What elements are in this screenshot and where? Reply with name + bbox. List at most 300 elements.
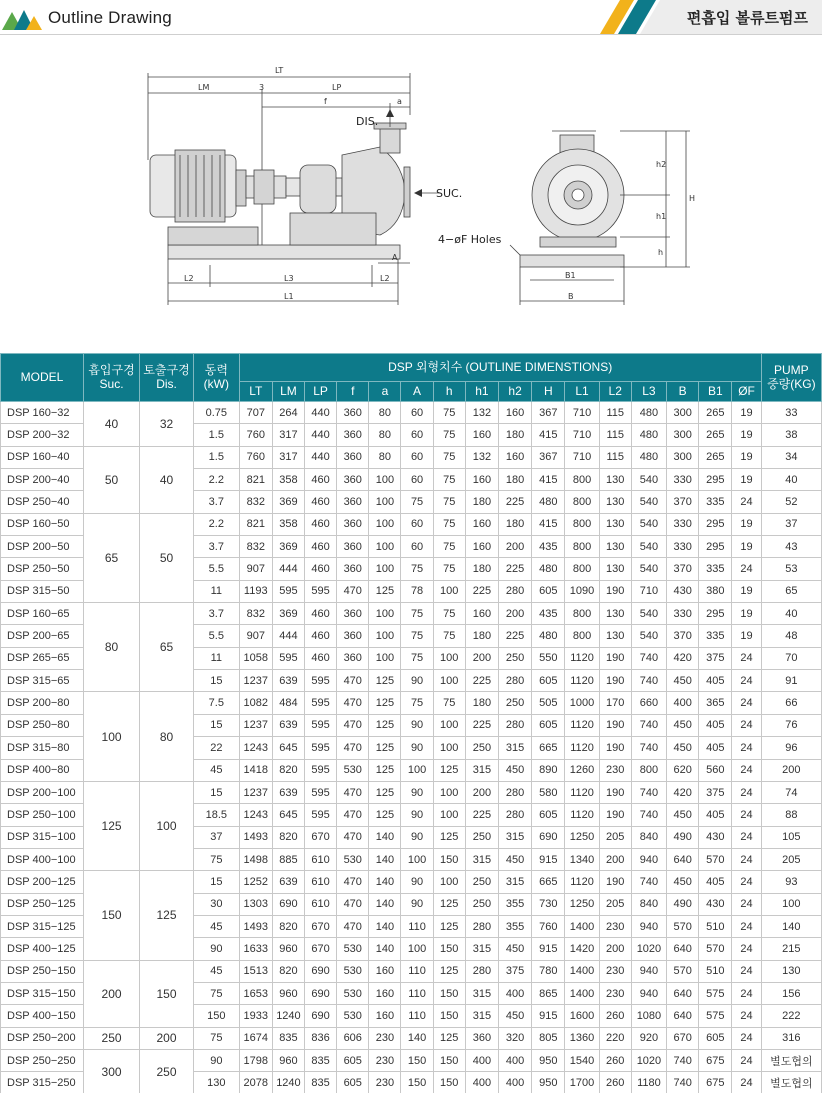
dim-cell: 1513 (239, 960, 272, 982)
dim-cell: 160 (465, 424, 498, 446)
suc-cell: 50 (84, 446, 140, 513)
dim-cell: 360 (337, 402, 369, 424)
dim-cell: 335 (699, 625, 732, 647)
dim-cell: 100 (433, 647, 465, 669)
dim-cell: 470 (337, 804, 369, 826)
weight-cell: 별도협의 (761, 1072, 821, 1093)
table-row (1, 446, 822, 468)
dim-cell: 375 (699, 647, 732, 669)
dim-cell: 1400 (565, 982, 599, 1004)
dim-cell: 355 (499, 915, 532, 937)
dim-cell: 230 (369, 1049, 401, 1071)
dim-cell: 80 (369, 446, 401, 468)
dim-cell: 960 (272, 1049, 304, 1071)
dim-cell: 1653 (239, 982, 272, 1004)
dim-cell: 225 (465, 670, 498, 692)
dim-cell: 1340 (565, 848, 599, 870)
dim-cell: 1243 (239, 737, 272, 759)
dim-H: H (689, 194, 696, 203)
dim-cell: 640 (667, 1005, 699, 1027)
dim-cell: 190 (599, 714, 631, 736)
dim-cell: 760 (239, 424, 272, 446)
dim-cell: 640 (667, 982, 699, 1004)
dim-cell: 180 (465, 625, 498, 647)
dim-cell: 1120 (565, 871, 599, 893)
dim-cell: 335 (699, 558, 732, 580)
dim-cell: 24 (732, 826, 761, 848)
dim-cell: 100 (433, 714, 465, 736)
head-suc: 흡입구경 Suc. (84, 354, 140, 402)
dim-cell: 265 (699, 424, 732, 446)
dim-cell: 190 (599, 871, 631, 893)
dim-cell: 690 (305, 1005, 337, 1027)
dim-cell: 1260 (565, 759, 599, 781)
dim-cell: 230 (599, 759, 631, 781)
model-cell: DSP 200−100 (1, 781, 84, 803)
dim-h1: h1 (656, 212, 667, 221)
dim-cell: 1090 (565, 580, 599, 602)
dim-cell: 1493 (239, 826, 272, 848)
weight-cell: 205 (761, 848, 821, 870)
dim-cell: 250 (465, 871, 498, 893)
weight-cell: 130 (761, 960, 821, 982)
dim-cell: 540 (631, 513, 666, 535)
dim-cell: 100 (433, 871, 465, 893)
dim-cell: 264 (272, 402, 304, 424)
dim-cell: 605 (532, 580, 565, 602)
dim-cell: 75 (433, 469, 465, 491)
model-cell: DSP 200−32 (1, 424, 84, 446)
dim-cell: 160 (369, 960, 401, 982)
dim-cell: 840 (631, 893, 666, 915)
dim-cell: 230 (369, 1072, 401, 1093)
dim-cell: 450 (499, 848, 532, 870)
dim-cell: 480 (631, 424, 666, 446)
dim-cell: 415 (532, 424, 565, 446)
dim-cell: 530 (337, 960, 369, 982)
dim-cell: 470 (337, 781, 369, 803)
dim-cell: 800 (565, 469, 599, 491)
dim-cell: 78 (401, 580, 433, 602)
dim-cell: 360 (337, 603, 369, 625)
dim-cell: 225 (499, 558, 532, 580)
dim-cell: 24 (732, 938, 761, 960)
dim-cell: 75 (433, 692, 465, 714)
dim-cell: 250 (499, 647, 532, 669)
dim-cell: 360 (337, 424, 369, 446)
dim-cell: 380 (699, 580, 732, 602)
dim-cell: 19 (732, 446, 761, 468)
model-cell: DSP 200−65 (1, 625, 84, 647)
dim-cell: 940 (631, 848, 666, 870)
dim-b: B (568, 292, 574, 301)
dim-cell: 360 (337, 513, 369, 535)
dim-cell: 405 (699, 737, 732, 759)
dim-cell: 470 (337, 915, 369, 937)
dim-cell: 1120 (565, 647, 599, 669)
dim-cell: 130 (599, 625, 631, 647)
dim-cell: 420 (667, 647, 699, 669)
dim-cell: 470 (337, 670, 369, 692)
dim-cell: 24 (732, 670, 761, 692)
dim-cell: 280 (465, 915, 498, 937)
suc-cell: 100 (84, 692, 140, 781)
head-col-3: f (337, 382, 369, 402)
dim-cell: 360 (337, 446, 369, 468)
dim-cell: 444 (272, 558, 304, 580)
dim-cell: 150 (401, 1049, 433, 1071)
dim-cell: 19 (732, 424, 761, 446)
power-cell: 22 (194, 737, 240, 759)
dim-cell: 100 (433, 670, 465, 692)
dim-cell: 575 (699, 1005, 732, 1027)
dim-cell: 130 (599, 558, 631, 580)
dim-cell: 90 (401, 714, 433, 736)
dim-cell: 125 (433, 1027, 465, 1049)
dim-cell: 605 (337, 1049, 369, 1071)
table-row (1, 402, 822, 424)
weight-cell: 222 (761, 1005, 821, 1027)
triangle-logo-icon (0, 0, 44, 36)
dim-cell: 835 (305, 1049, 337, 1071)
dim-f: f (324, 97, 327, 106)
dim-cell: 430 (667, 580, 699, 602)
dim-cell: 100 (369, 625, 401, 647)
weight-cell: 156 (761, 982, 821, 1004)
suc-cell: 150 (84, 871, 140, 960)
dim-cell: 75 (433, 424, 465, 446)
dim-cell: 820 (272, 915, 304, 937)
dim-cell: 405 (699, 670, 732, 692)
dim-cell: 890 (532, 759, 565, 781)
weight-cell: 93 (761, 871, 821, 893)
dim-cell: 19 (732, 536, 761, 558)
dim-cell: 1120 (565, 670, 599, 692)
dim-cell: 140 (369, 915, 401, 937)
power-cell: 15 (194, 670, 240, 692)
weight-cell: 66 (761, 692, 821, 714)
dim-cell: 150 (433, 1005, 465, 1027)
dim-cell: 19 (732, 469, 761, 491)
dim-cell: 315 (499, 826, 532, 848)
dim-cell: 505 (532, 692, 565, 714)
power-cell: 0.75 (194, 402, 240, 424)
dim-cell: 1020 (631, 938, 666, 960)
dim-cell: 280 (499, 670, 532, 692)
power-cell: 15 (194, 714, 240, 736)
dis-cell: 100 (140, 781, 194, 870)
dim-cell: 100 (369, 647, 401, 669)
dim-b1: B1 (565, 271, 576, 280)
dim-cell: 760 (239, 446, 272, 468)
model-cell: DSP 200−125 (1, 871, 84, 893)
dim-cell: 180 (499, 469, 532, 491)
model-cell: DSP 265−65 (1, 647, 84, 669)
power-cell: 37 (194, 826, 240, 848)
model-cell: DSP 250−40 (1, 491, 84, 513)
dim-cell: 24 (732, 1049, 761, 1071)
power-cell: 15 (194, 781, 240, 803)
dim-cell: 370 (667, 558, 699, 580)
dim-cell: 75 (433, 558, 465, 580)
dim-cell: 140 (369, 871, 401, 893)
model-cell: DSP 315−250 (1, 1072, 84, 1093)
dim-cell: 375 (499, 960, 532, 982)
dim-cell: 24 (732, 692, 761, 714)
power-cell: 7.5 (194, 692, 240, 714)
dim-cell: 530 (337, 982, 369, 1004)
weight-cell: 34 (761, 446, 821, 468)
dim-cell: 440 (305, 424, 337, 446)
dim-cell: 24 (732, 960, 761, 982)
power-cell: 18.5 (194, 804, 240, 826)
dim-cell: 225 (499, 491, 532, 513)
weight-cell: 74 (761, 781, 821, 803)
dim-cell: 280 (499, 781, 532, 803)
dim-cell: 740 (631, 670, 666, 692)
dim-cell: 730 (532, 893, 565, 915)
dim-cell: 125 (433, 960, 465, 982)
dim-cell: 230 (599, 960, 631, 982)
dim-cell: 1082 (239, 692, 272, 714)
dim-cell: 605 (532, 804, 565, 826)
dim-cell: 660 (631, 692, 666, 714)
dim-cell: 605 (337, 1072, 369, 1093)
dim-cell: 440 (305, 402, 337, 424)
dim-cell: 80 (369, 424, 401, 446)
dim-cell: 865 (532, 982, 565, 1004)
weight-cell: 88 (761, 804, 821, 826)
table-row (1, 1027, 822, 1049)
dim-cell: 920 (631, 1027, 666, 1049)
dim-cell: 1633 (239, 938, 272, 960)
weight-cell: 48 (761, 625, 821, 647)
dim-cell: 821 (239, 469, 272, 491)
dim-cell: 805 (532, 1027, 565, 1049)
dim-cell: 1020 (631, 1049, 666, 1071)
dim-cell: 320 (499, 1027, 532, 1049)
power-cell: 45 (194, 960, 240, 982)
dim-cell: 358 (272, 469, 304, 491)
dim-cell: 360 (337, 558, 369, 580)
dim-cell: 100 (433, 781, 465, 803)
dim-cell: 205 (599, 826, 631, 848)
dim-cell: 100 (433, 737, 465, 759)
dim-cell: 832 (239, 536, 272, 558)
model-cell: DSP 315−65 (1, 670, 84, 692)
dim-cell: 639 (272, 670, 304, 692)
table-row (1, 1049, 822, 1071)
dim-cell: 510 (699, 915, 732, 937)
dim-cell: 100 (401, 759, 433, 781)
model-cell: DSP 160−40 (1, 446, 84, 468)
dim-cell: 907 (239, 558, 272, 580)
dim-cell: 150 (433, 938, 465, 960)
dim-cell: 400 (499, 1072, 532, 1093)
dim-cell: 60 (401, 513, 433, 535)
dim-cell: 75 (433, 491, 465, 513)
power-cell: 45 (194, 915, 240, 937)
dim-lm: LM (198, 83, 210, 92)
dim-cell: 460 (305, 469, 337, 491)
dim-cell: 369 (272, 491, 304, 513)
dim-cell: 80 (369, 402, 401, 424)
table-row (1, 960, 822, 982)
dim-cell: 1674 (239, 1027, 272, 1049)
dim-cell: 710 (631, 580, 666, 602)
head-dis: 토출구경 Dis. (140, 354, 194, 402)
dim-cell: 75 (433, 625, 465, 647)
power-cell: 90 (194, 938, 240, 960)
suc-cell: 80 (84, 603, 140, 692)
dim-cell: 675 (699, 1049, 732, 1071)
dim-cell: 670 (667, 1027, 699, 1049)
dim-cell: 100 (369, 536, 401, 558)
dim-cell: 250 (465, 826, 498, 848)
dim-cell: 470 (337, 580, 369, 602)
dim-cell: 800 (565, 491, 599, 513)
dim-cell: 1120 (565, 737, 599, 759)
dim-cell: 130 (599, 469, 631, 491)
dim-cell: 605 (532, 670, 565, 692)
dim-cell: 1193 (239, 580, 272, 602)
dim-cell: 480 (631, 446, 666, 468)
dim-cell: 570 (667, 960, 699, 982)
weight-cell: 96 (761, 737, 821, 759)
dim-cell: 595 (305, 781, 337, 803)
dim-cell: 610 (305, 848, 337, 870)
dim-cell: 115 (599, 402, 631, 424)
dim-cell: 230 (599, 915, 631, 937)
dis-cell: 40 (140, 446, 194, 513)
model-cell: DSP 160−32 (1, 402, 84, 424)
dim-cell: 160 (499, 402, 532, 424)
dim-cell: 415 (532, 513, 565, 535)
dim-cell: 450 (499, 1005, 532, 1027)
dim-cell: 1120 (565, 714, 599, 736)
dim-cell: 640 (667, 938, 699, 960)
dim-cell: 132 (465, 446, 498, 468)
model-cell: DSP 400−150 (1, 1005, 84, 1027)
power-cell: 5.5 (194, 558, 240, 580)
dim-cell: 595 (272, 580, 304, 602)
model-cell: DSP 250−125 (1, 893, 84, 915)
dim-cell: 540 (631, 558, 666, 580)
head-col-11: L2 (599, 382, 631, 402)
dim-cell: 1237 (239, 714, 272, 736)
dim-cell: 800 (565, 558, 599, 580)
header-right (600, 0, 822, 34)
head-col-9: H (532, 382, 565, 402)
dim-cell: 405 (699, 871, 732, 893)
dim-cell: 295 (699, 603, 732, 625)
head-power: 동력 (kW) (194, 354, 240, 402)
model-cell: DSP 250−100 (1, 804, 84, 826)
dim-cell: 620 (667, 759, 699, 781)
dim-cell: 550 (532, 647, 565, 669)
dim-cell: 19 (732, 513, 761, 535)
dim-cell: 595 (305, 714, 337, 736)
dim-3: 3 (259, 83, 265, 92)
dim-cell: 24 (732, 1027, 761, 1049)
dim-cell: 140 (369, 893, 401, 915)
dim-cell: 760 (532, 915, 565, 937)
dim-cell: 665 (532, 737, 565, 759)
dim-cell: 125 (433, 759, 465, 781)
weight-cell: 52 (761, 491, 821, 513)
dim-cell: 315 (465, 938, 498, 960)
dim-cell: 1498 (239, 848, 272, 870)
dim-cell: 375 (699, 781, 732, 803)
dim-cell: 1237 (239, 670, 272, 692)
model-cell: DSP 200−40 (1, 469, 84, 491)
dim-cell: 140 (369, 848, 401, 870)
dim-cell: 60 (401, 536, 433, 558)
dim-cell: 130 (599, 536, 631, 558)
dim-cell: 435 (532, 536, 565, 558)
dim-cell: 1180 (631, 1072, 666, 1093)
dim-cell: 460 (305, 625, 337, 647)
dim-cell: 367 (532, 446, 565, 468)
dim-cell: 490 (667, 826, 699, 848)
dim-cell: 60 (401, 424, 433, 446)
outline-drawing (0, 55, 822, 310)
dim-cell: 820 (272, 826, 304, 848)
dim-cell: 19 (732, 603, 761, 625)
suc-cell: 40 (84, 402, 140, 447)
dim-cell: 580 (532, 781, 565, 803)
dim-cell: 639 (272, 781, 304, 803)
dim-cell: 150 (433, 1049, 465, 1071)
dim-cell: 75 (433, 446, 465, 468)
dim-cell: 180 (465, 692, 498, 714)
dim-cell: 315 (499, 737, 532, 759)
dim-cell: 440 (305, 446, 337, 468)
weight-cell: 별도협의 (761, 1049, 821, 1071)
dim-cell: 540 (631, 603, 666, 625)
model-cell: DSP 400−100 (1, 848, 84, 870)
dim-cell: 480 (532, 558, 565, 580)
dim-cell: 24 (732, 714, 761, 736)
dim-cell: 740 (667, 1049, 699, 1071)
dim-cell: 740 (631, 714, 666, 736)
dim-cell: 450 (499, 938, 532, 960)
dim-l3: L3 (284, 274, 294, 283)
dim-cell: 75 (433, 536, 465, 558)
weight-cell: 200 (761, 759, 821, 781)
suc-cell: 125 (84, 781, 140, 870)
dim-cell: 125 (433, 893, 465, 915)
dim-cell: 24 (732, 915, 761, 937)
dim-cell: 315 (499, 871, 532, 893)
dim-cell: 1237 (239, 781, 272, 803)
dim-cell: 420 (667, 781, 699, 803)
dim-cell: 150 (433, 1072, 465, 1093)
dim-cell: 125 (369, 580, 401, 602)
dim-cell: 125 (369, 692, 401, 714)
dim-cell: 315 (465, 982, 498, 1004)
dim-cell: 460 (305, 647, 337, 669)
dim-cell: 444 (272, 625, 304, 647)
weight-cell: 91 (761, 670, 821, 692)
dim-cell: 835 (272, 1027, 304, 1049)
dim-cell: 369 (272, 536, 304, 558)
dim-cell: 400 (499, 1049, 532, 1071)
dim-cell: 250 (499, 692, 532, 714)
dim-cell: 1080 (631, 1005, 666, 1027)
head-weight: PUMP 중량(KG) (761, 354, 821, 402)
power-cell: 3.7 (194, 603, 240, 625)
